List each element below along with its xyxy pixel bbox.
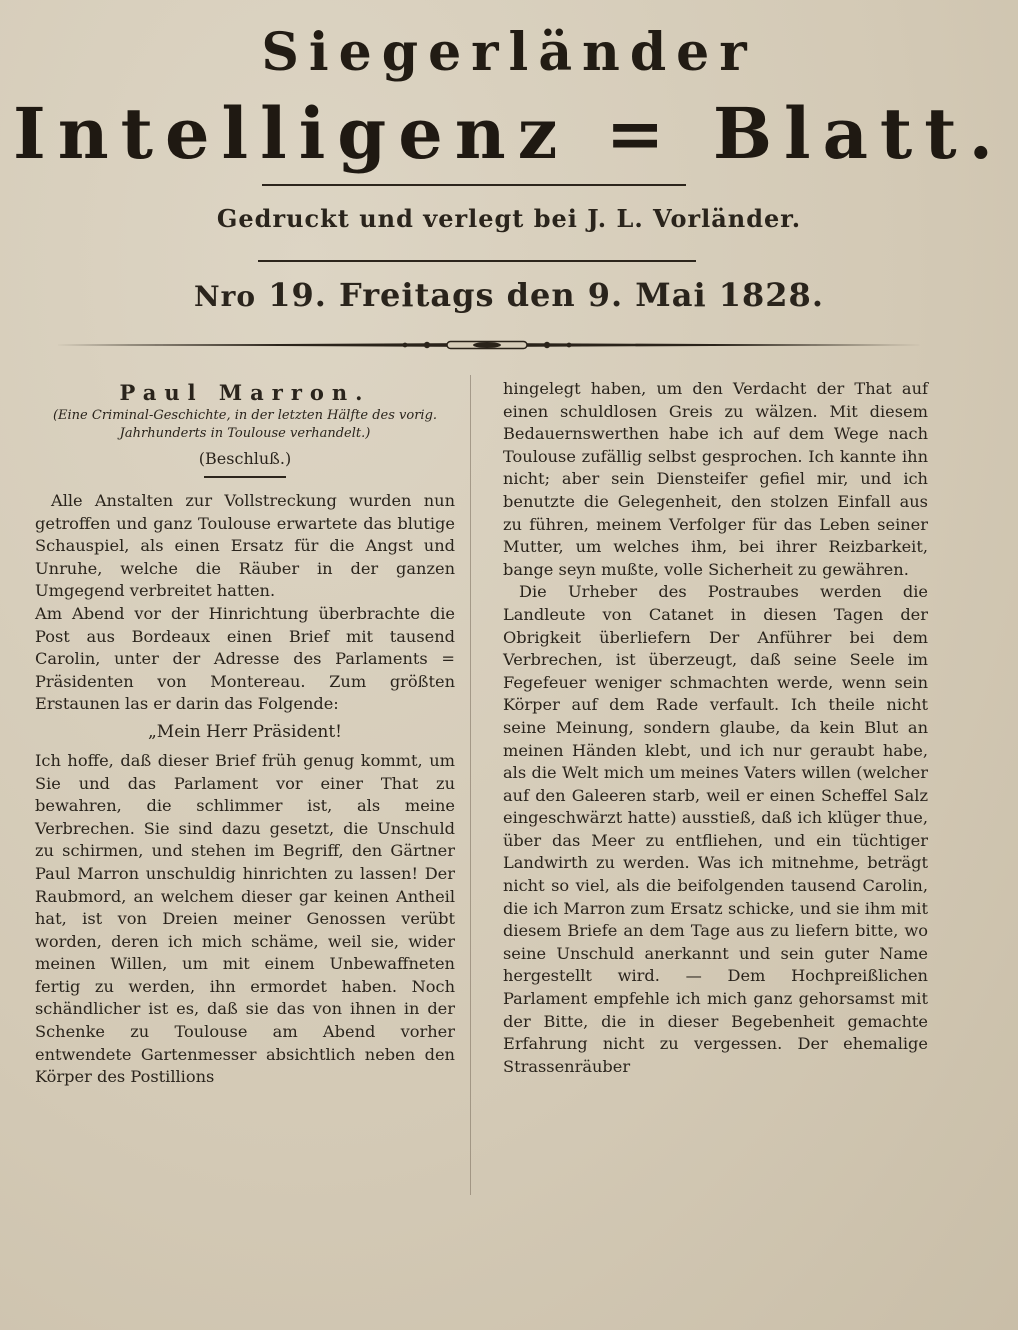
article-paragraph: hingelegt haben, um den Verdacht der That auf einen schuldlosen Greis zu wälzen. Mit diesem Bedauernswerthen habe ich auf dem Wege nach Toulouse zufällig selbst gesprochen. Ich kannte ihn nicht; aber sein Diensteifer gefiel mir, und ich benutzte die Gelegenheit, den stolzen Einfall aus zu führen, meinem Verfolger für das Leben seiner Mutter, um welches ihm, bei ihrer Reizbarkeit, bange seyn mußte, volle Sicherheit zu gewähren.: [503, 379, 928, 579]
left-column: [35, 378, 455, 1089]
masthead-rule-top: [262, 184, 686, 186]
printer-line: Gedruckt und verlegt bei J. L. Vorländer.: [216, 204, 802, 233]
article-paragraph: Am Abend vor der Hinrichtung überbrachte die Post aus Bordeaux einen Brief mit tausend Carolin, unter der Adresse des Parlaments = Präsidenten von Montereau. Zum größten Erstaunen las er darin das Folgende:: [35, 603, 455, 714]
issue-date: 19. Freitags den 9. Mai 1828.: [268, 276, 824, 314]
letter-salutation: „Mein Herr Präsident!: [147, 721, 343, 742]
issue-line: [0, 276, 1018, 314]
masthead-rule-bottom: [258, 260, 696, 262]
ornamental-divider: [55, 335, 923, 355]
issue-number-label: Nro: [194, 280, 257, 313]
section-rule: [204, 476, 286, 478]
article-paragraph: Alle Anstalten zur Vollstreckung wurden nun getroffen und ganz Toulouse erwartete das blutige Schauspiel, als einen Ersatz für die Angst und Unruhe, welche die Räuber in der ganzen Umgegend verbreitet hatten.: [35, 491, 455, 601]
right-column: [503, 378, 928, 1078]
article-title: Paul Marron.: [119, 380, 371, 405]
column-divider: [470, 375, 471, 1195]
continuation-note: (Beschluß.): [198, 449, 292, 468]
masthead-line1: Siegerländer: [261, 22, 757, 83]
article-paragraph: Die Urheber des Postraubes werden die Landleute von Catanet in diesen Tagen der Obrigkeit überliefern Der Anführer bei dem Verbrechen, ist überzeugt, daß seine Seele im Fegefeuer weniger schmachten werde, wenn sein Körper auf dem Rade verfault. Ich theile nicht seine Meinung, sondern glaube, da kein Blut an meinen Händen klebt, und ich nur geraubt habe, als die Welt mich um meines Vaters willen (welcher auf den Galeeren starb, weil er einen Scheffel Salz eingeschwärzt hatte) ausstieß, daß ich klüger thue, über das Meer zu entfliehen, und ein tüchtiger Landwirth zu werden. Was ich mitnehme, beträgt nicht so viel, als die beifolgenden tausend Carolin, die ich Marron zum Ersatz schicke, und sie ihm mit diesem Briefe an dem Tage aus zu liefern bitte, wo seine Unschuld anerkannt und sein guter Name hergestellt wird. — Dem Hochpreißlichen Parlament empfehle ich mich ganz gehorsamst mit der Bitte, die in dieser Begebenheit gemachte Erfahrung nicht zu vergessen. Der ehemalige Strassenräuber: [503, 582, 928, 1076]
masthead-title: Intelligenz = Blatt.: [13, 92, 1005, 175]
letter-paragraph: Ich hoffe, daß dieser Brief früh genug kommt, um Sie und das Parlament vor einer That zu bewahren, die schlimmer ist, als meine Verbrechen. Sie sind dazu gesetzt, die Unschuld zu schirmen, und stehen im Begriff, den Gärtner Paul Marron unschuldig hinrichten zu lassen! Der Raubmord, an welchem dieser gar keinen Antheil hat, ist von Dreien meiner Genossen verübt worden, deren ich mich schäme, weil sie, wider meinen Willen, um mit einem Unbewaffneten fertig zu werden, ihn ermordet haben. Noch schändlicher ist es, daß sie das von ihnen in der Schenke zu Toulouse am Abend vorher entwendete Gartenmesser absichtlich neben den Körper des Postillions: [35, 750, 455, 1087]
article-subtitle: (Eine Criminal-Geschichte, in der letzten Hälfte des vorig. Jahrhunderts in Toulouse verhandelt.): [52, 408, 438, 441]
